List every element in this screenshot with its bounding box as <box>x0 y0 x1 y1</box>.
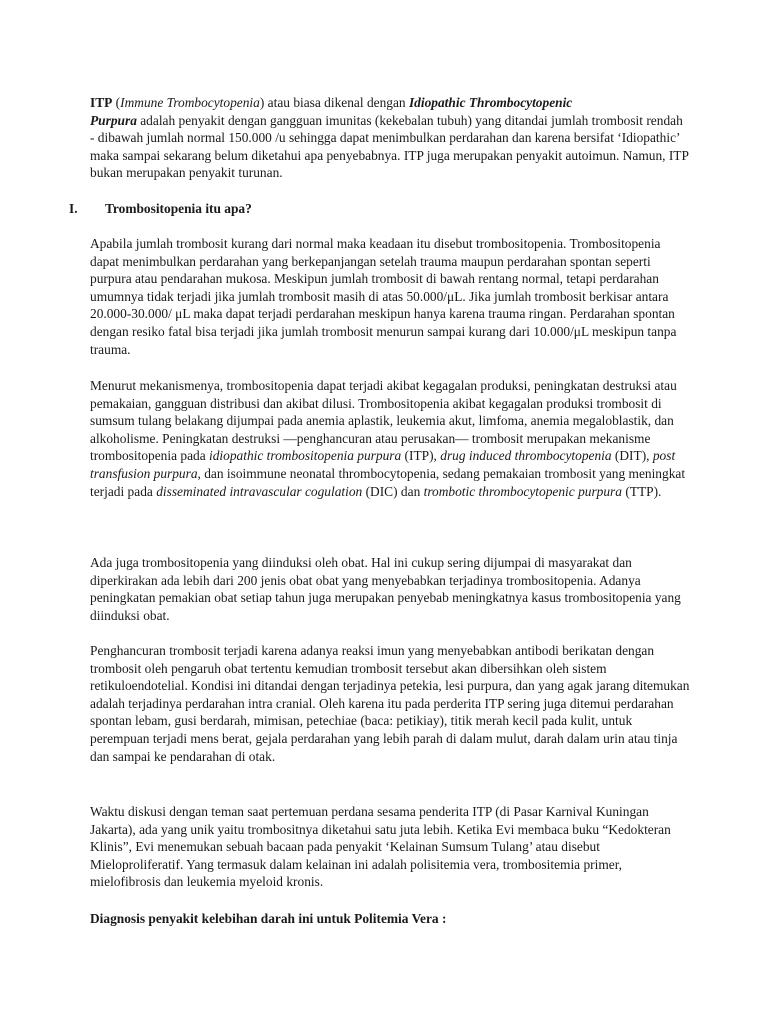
term-dit: drug induced thrombocytopenia <box>440 448 612 464</box>
paragraph-mechanism: Menurut mekanismenya, trombositopenia dapat terjadi akibat kegagalan produksi, peningkatan destruksi atau pemakaian, gangguan distribusi dan akibat dilusi. Trombositopenia akibat kegagalan produksi trombosit di sumsum tulang belakang dijumpai pada anemia aplastik, leukemia akut, limfoma, anemia megaloblastik, dan alkoholisme. Peningkatan destruksi —penghancuran atau perusakan— trombosit merupakan mekanisme trombositopenia pada idiopathic trombositopenia purpura (ITP), drug induced thrombocytopenia (DIT), post transfusion purpura, dan isoimmune neonatal thrombocytopenia, sedang pemakaian trombosit yang meningkat terjadi pada disseminated intravascular cogulation (DIC) dan trombotic thrombocytopenic purpura (TTP). <box>90 378 686 499</box>
paragraph-definition: Apabila jumlah trombosit kurang dari normal maka keadaan itu disebut trombositopenia. Trombositopenia dapat menimbulkan perdarahan yang berkepanjangan setelah trauma maupun perdarahan spontan seperti purpura atau pendarahan mukosa. Meskipun jumlah trombosit di bawah rentang normal, tetapi perdarahan umumnya tidak terjadi jika jumlah trombosit masih di atas 50.000/μL. Jika jumlah trombosit berkisar antara 20.000-30.000/ μL maka dapat terjadi perdarahan meskipun hanya karena trauma ringan. Perdarahan spontan dengan resiko fatal bisa terjadi jika jumlah trombosit menurun sampai kurang dari 10.000/μL meskipun tanpa trauma. <box>90 236 677 357</box>
diagnosis-heading: Diagnosis penyakit kelebihan darah ini untuk Politemia Vera : <box>90 911 447 926</box>
section-title: Trombositopenia itu apa? <box>105 201 252 216</box>
term-post-transfusion: post transfusion purpura <box>90 448 676 481</box>
intro-first-line: ITP (Immune Trombocytopenia) atau biasa dikenal dengan Idiopathic Thrombocytopenic <box>90 95 573 110</box>
paragraph-destruction: Penghancuran trombosit terjadi karena adanya reaksi imun yang menyebabkan antibodi berikatan dengan trombosit oleh pengaruh obat tertentu kemudian trombosit tersebut akan dibersihkan oleh sistem retikuloendotelial. Kondisi ini ditandai dengan terjadinya petekia, lesi purpura, dan yang agak jarang ditemukan adalah terjadinya perdarahan intra cranial. Oleh karena itu pada perderita ITP sering juga ditemui perdarahan spontan lebam, gusi berdarah, mimisan, petechiae (baca: petikiay), titik merah kecil pada kulit, untuk perempuan terjadi mens berat, gejala perdarahan yang lebih parah di dalam mulut, darah dalam urin atau tinja dan sampai ke pendarahan di otak. <box>90 643 690 764</box>
intro-rest: adalah penyakit dengan gangguan imunitas (kekebalan tubuh) yang ditandai jumlah trombosit rendah - dibawah jumlah normal 150.000 /u sehingga dapat menimbulkan perdarahan dan karena bersifat ‘Idiopathic’ maka sampai sekarang belum diketahui apa penyebabnya. ITP juga merupakan penyakit autoimun. Namun, ITP bukan merupakan penyakit turunan. <box>90 112 689 181</box>
section-heading <box>69 200 252 218</box>
term-itp-full: idiopathic trombositopenia purpura <box>209 448 402 464</box>
paragraph-discussion: Waktu diskusi dengan teman saat pertemuan perdana sesama penderita ITP (di Pasar Karnival Kuningan Jakarta), ada yang unik yaitu trombositnya diketahui satu juta lebih. Ketika Evi membaca buku “Kedokteran Klinis”, Evi menemukan sebuah bacaan pada penyakit ‘Kelainan Sumsum Tulang’ atau disebut Mieloproliferatif. Yang termasuk dalam kelainan ini adalah polisitemia vera, trombositemia primer, mielofibrosis dan leukemia myeloid kronis. <box>90 804 671 890</box>
term-immune-trombocytopenia: Immune Trombocytopenia <box>120 95 260 110</box>
term-purpura: Purpura <box>90 112 137 128</box>
term-idiopathic: Idiopathic Thrombocytopenic <box>408 95 573 110</box>
paragraph-drug-induced: Ada juga trombositopenia yang diinduksi oleh obat. Hal ini cukup sering dijumpai di masyarakat dan diperkirakan ada lebih dari 200 jenis obat obat yang menyebabkan terjadinya trombositopenia. Adanya peningkatan pemakian obat setiap tahun juga merupakan penyebab meningkatnya kasus trombositopenia yang diinduksi obat. <box>90 555 681 623</box>
section-number: I. <box>69 201 78 216</box>
term-ttp: trombotic thrombocytopenic purpura <box>423 483 622 499</box>
term-dic: disseminated intravascular cogulation <box>156 483 363 499</box>
term-itp: ITP <box>90 95 113 110</box>
intro-paragraph <box>90 94 690 182</box>
